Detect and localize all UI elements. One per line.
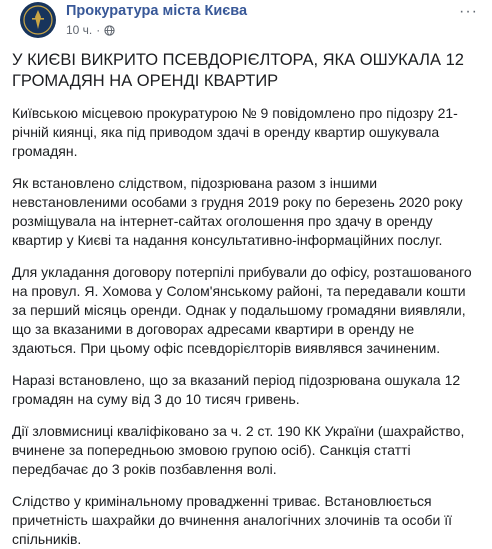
post-paragraph: Як встановлено слідством, підозрювана разом з іншими невстановленими особами з грудня 2019 року по березень 2020 року розміщувала на інтернет-сайтах оголошення про здачу в оренду квартир у Києві та надання консультативно-інформаційних послуг. [12,175,463,248]
post-paragraph: Дії зловмисниці кваліфіковано за ч. 2 ст. 190 КК України (шахрайство, вчинене за попередньою змовою групою осіб). Санкція статті передбачає до 3 років позбавлення волі. [12,423,465,477]
page-avatar[interactable] [20,2,56,38]
post-timestamp[interactable]: 10 ч. [66,23,93,37]
post-title: У КИЄВІ ВИКРИТО ПСЕВДОРІЄЛТОРА, ЯКА ОШУКАЛА 12 ГРОМАДЯН НА ОРЕНДІ КВАРТИР [12,51,464,90]
post-header [12,0,482,44]
post-paragraph: Київською місцевою прокуратурою № 9 повідомлено про підозру 21-річній киянці, яка під приводом здачі в оренду квартир ошукувала громадян. [12,105,458,159]
post-paragraph: Для укладання договору потерпілі прибували до офісу, розташованого на провул. Я. Хомова у Солом'янському районі, та передавали кошти за перший місяць оренди. Однак у подальшому громадяни виявляли, що за вказаними в договорах адресами квартири в оренду не здаються. При цьому офіс псевдорієлторів виявлявся зачиненим. [12,264,472,356]
more-options-icon[interactable]: ··· [459,3,478,20]
globe-icon [104,25,115,36]
post-body [12,50,482,549]
prosecutor-emblem-icon [23,5,53,35]
post-paragraph: Слідство у кримінальному провадженні триває. Встановлюється причетність шахрайки до вчинення аналогічних злочинів та особи її спільників. [12,493,453,547]
post-paragraph: Наразі встановлено, що за вказаний період підозрювана ошукала 12 громадян на суму від 3 до 10 тисяч гривень. [12,372,461,407]
meta-separator: · [96,23,101,37]
post-meta [66,23,115,37]
page-name-link[interactable]: Прокуратура міста Києва [66,3,248,19]
